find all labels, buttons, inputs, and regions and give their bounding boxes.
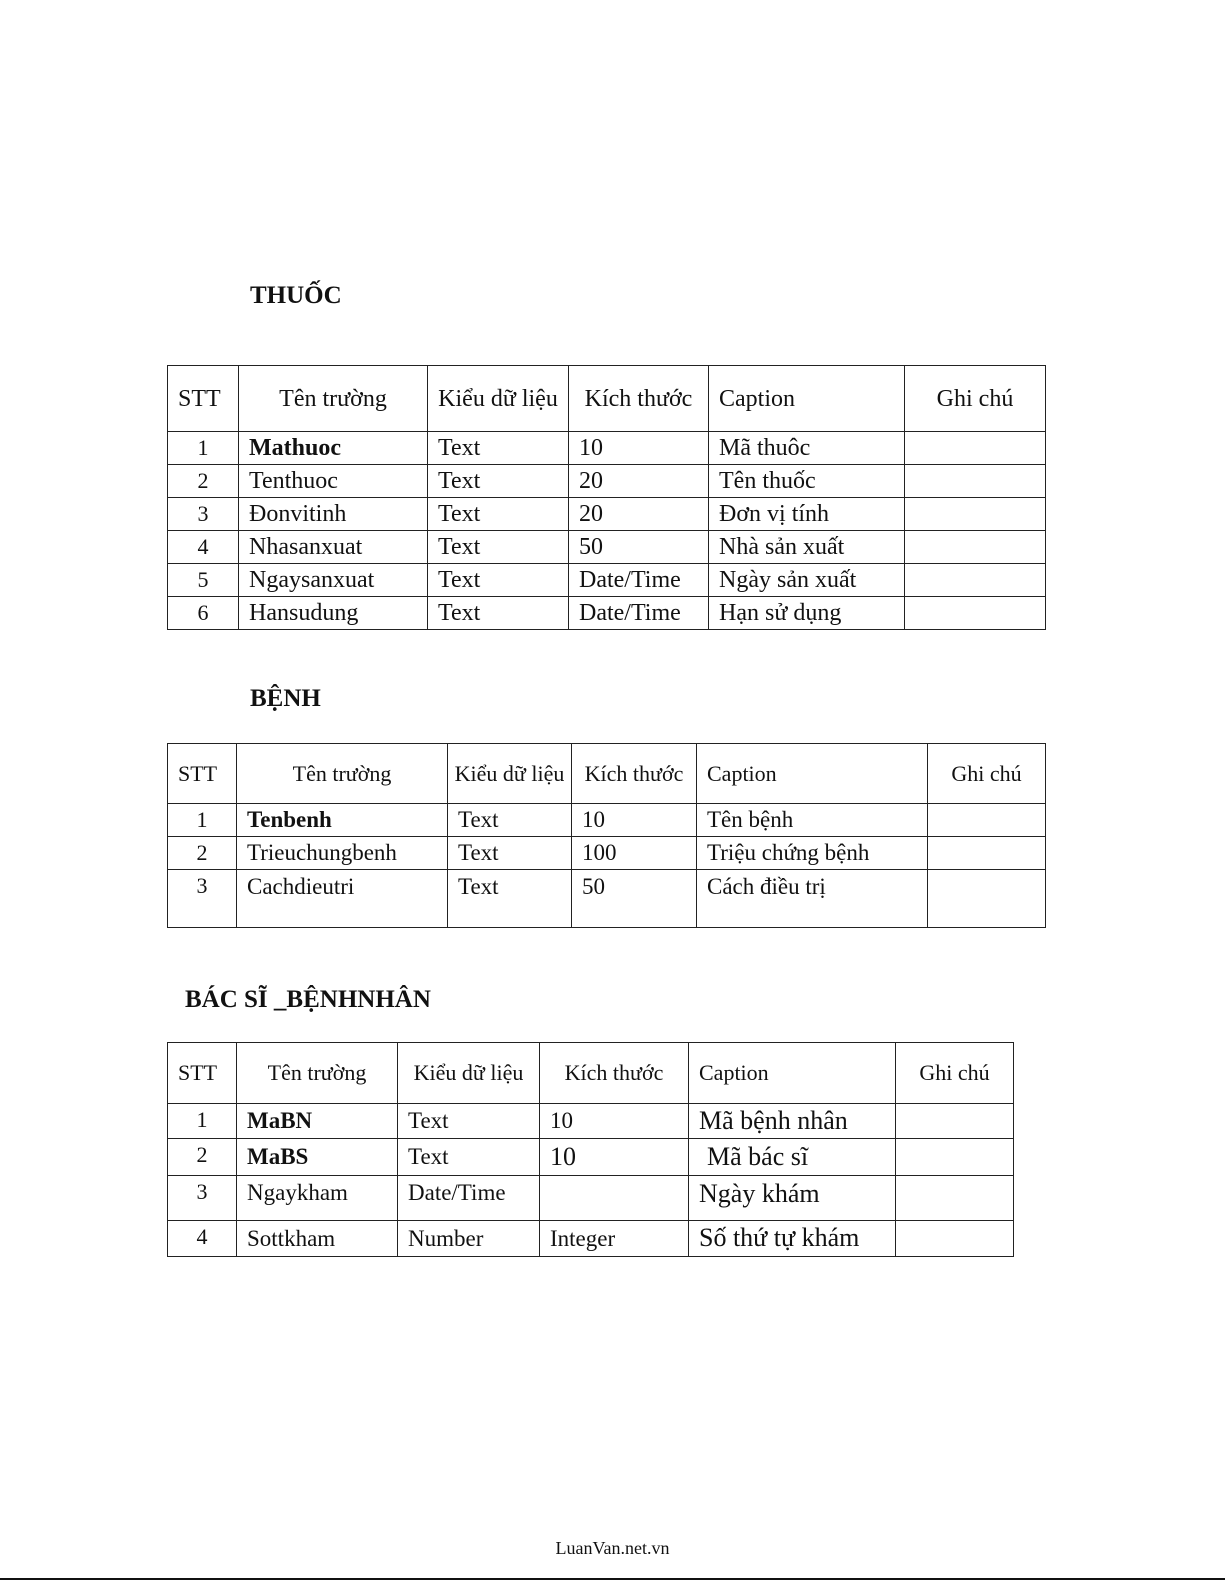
cell-kieu-du-lieu: Text: [428, 432, 569, 465]
table-row: [168, 1176, 1014, 1221]
cell-ten-truong: Tenbenh: [237, 804, 448, 837]
cell-caption: Hạn sử dụng: [709, 597, 905, 630]
table-header-row: [168, 366, 1046, 432]
cell-kich-thuoc: 50: [572, 870, 697, 928]
cell-kich-thuoc: Date/Time: [569, 564, 709, 597]
table-bacsi-benhnhan: [167, 1042, 1014, 1257]
cell-caption: Mã bệnh nhân: [689, 1104, 896, 1139]
cell-ten-truong: Mathuoc: [239, 432, 428, 465]
cell-stt: 6: [168, 597, 239, 630]
cell-caption: Mã thuôc: [709, 432, 905, 465]
cell-ten-truong: Nhasanxuat: [239, 531, 428, 564]
cell-ten-truong: Hansudung: [239, 597, 428, 630]
header-stt: STT: [168, 366, 239, 432]
cell-stt: 3: [168, 1176, 237, 1221]
cell-kich-thuoc: 10: [569, 432, 709, 465]
header-ghi-chu: Ghi chú: [896, 1043, 1014, 1104]
page-bottom-rule: [0, 1578, 1225, 1580]
cell-ten-truong: Ngaykham: [237, 1176, 398, 1221]
header-kieu-du-lieu: Kiểu dữ liệu: [398, 1043, 540, 1104]
header-kich-thuoc: Kích thước: [572, 744, 697, 804]
table-row: [168, 870, 1046, 928]
cell-kieu-du-lieu: Number: [398, 1221, 540, 1257]
cell-kieu-du-lieu: Text: [398, 1104, 540, 1139]
section-title-bacsi-benhnhan: BÁC SĨ _BỆNHNHÂN: [185, 986, 431, 1013]
table-header-row: [168, 744, 1046, 804]
table-row: [168, 465, 1046, 498]
header-caption: Caption: [697, 744, 928, 804]
header-ten-truong: Tên trường: [237, 1043, 398, 1104]
table-row: [168, 1221, 1014, 1257]
cell-ghi-chu: [928, 837, 1046, 870]
table-row: [168, 1104, 1014, 1139]
cell-kieu-du-lieu: Text: [398, 1139, 540, 1176]
cell-ghi-chu: [896, 1176, 1014, 1221]
cell-stt: 2: [168, 465, 239, 498]
cell-stt: 5: [168, 564, 239, 597]
table-thuoc: [167, 365, 1046, 630]
cell-ghi-chu: [905, 498, 1046, 531]
cell-kieu-du-lieu: Text: [428, 564, 569, 597]
cell-kieu-du-lieu: Text: [448, 870, 572, 928]
footer-text: LuanVan.net.vn: [555, 1538, 670, 1558]
cell-ghi-chu: [928, 870, 1046, 928]
cell-caption: Triệu chứng bệnh: [697, 837, 928, 870]
cell-kich-thuoc: 50: [569, 531, 709, 564]
cell-kich-thuoc: 20: [569, 465, 709, 498]
cell-stt: 3: [168, 498, 239, 531]
header-stt: STT: [168, 744, 237, 804]
cell-ghi-chu: [928, 804, 1046, 837]
cell-ten-truong: MaBS: [237, 1139, 398, 1176]
table-row: [168, 498, 1046, 531]
cell-ten-truong: Tenthuoc: [239, 465, 428, 498]
header-ten-truong: Tên trường: [239, 366, 428, 432]
cell-kich-thuoc: Date/Time: [569, 597, 709, 630]
cell-stt: 2: [168, 837, 237, 870]
section-title-thuoc: THUỐC: [250, 282, 342, 309]
cell-ghi-chu: [905, 564, 1046, 597]
cell-caption: Đơn vị tính: [709, 498, 905, 531]
cell-ten-truong: Trieuchungbenh: [237, 837, 448, 870]
cell-ghi-chu: [905, 465, 1046, 498]
cell-ghi-chu: [896, 1139, 1014, 1176]
cell-caption: Ngày khám: [689, 1176, 896, 1221]
cell-kieu-du-lieu: Date/Time: [398, 1176, 540, 1221]
table-row: [168, 564, 1046, 597]
cell-kich-thuoc: 20: [569, 498, 709, 531]
cell-ghi-chu: [896, 1104, 1014, 1139]
cell-ten-truong: Cachdieutri: [237, 870, 448, 928]
header-kieu-du-lieu: Kiểu dữ liệu: [448, 744, 572, 804]
cell-ghi-chu: [905, 432, 1046, 465]
section-title-benh: BỆNH: [250, 685, 321, 712]
cell-ghi-chu: [905, 531, 1046, 564]
cell-kieu-du-lieu: Text: [428, 531, 569, 564]
cell-stt: 4: [168, 1221, 237, 1257]
cell-caption: Cách điều trị: [697, 870, 928, 928]
cell-caption: Ngày sản xuất: [709, 564, 905, 597]
cell-ten-truong: MaBN: [237, 1104, 398, 1139]
cell-kich-thuoc: 10: [540, 1139, 689, 1176]
cell-ghi-chu: [896, 1221, 1014, 1257]
cell-stt: 2: [168, 1139, 237, 1176]
header-kieu-du-lieu: Kiểu dữ liệu: [428, 366, 569, 432]
cell-ten-truong: Sottkham: [237, 1221, 398, 1257]
cell-ten-truong: Ngaysanxuat: [239, 564, 428, 597]
header-ten-truong: Tên trường: [237, 744, 448, 804]
cell-kich-thuoc: [540, 1176, 689, 1221]
cell-stt: 3: [168, 870, 237, 928]
cell-caption: Mã bác sĩ: [689, 1139, 896, 1176]
header-kich-thuoc: Kích thước: [569, 366, 709, 432]
header-caption: Caption: [689, 1043, 896, 1104]
table-row: [168, 432, 1046, 465]
header-kich-thuoc: Kích thước: [540, 1043, 689, 1104]
header-caption: Caption: [709, 366, 905, 432]
cell-caption: Tên thuốc: [709, 465, 905, 498]
table-row: [168, 837, 1046, 870]
cell-stt: 1: [168, 432, 239, 465]
table-benh: [167, 743, 1046, 928]
cell-kieu-du-lieu: Text: [448, 837, 572, 870]
cell-ten-truong: Đonvitinh: [239, 498, 428, 531]
cell-caption: Số thứ tự khám: [689, 1221, 896, 1257]
table-header-row: [168, 1043, 1014, 1104]
cell-kieu-du-lieu: Text: [428, 465, 569, 498]
header-ghi-chu: Ghi chú: [905, 366, 1046, 432]
cell-caption: Tên bệnh: [697, 804, 928, 837]
cell-kich-thuoc: 100: [572, 837, 697, 870]
cell-stt: 1: [168, 804, 237, 837]
cell-kieu-du-lieu: Text: [428, 498, 569, 531]
header-stt: STT: [168, 1043, 237, 1104]
cell-ghi-chu: [905, 597, 1046, 630]
cell-kich-thuoc: 10: [540, 1104, 689, 1139]
cell-caption: Nhà sản xuất: [709, 531, 905, 564]
header-ghi-chu: Ghi chú: [928, 744, 1046, 804]
cell-stt: 4: [168, 531, 239, 564]
table-row: [168, 1139, 1014, 1176]
table-row: [168, 597, 1046, 630]
table-row: [168, 531, 1046, 564]
cell-stt: 1: [168, 1104, 237, 1139]
cell-kieu-du-lieu: Text: [448, 804, 572, 837]
table-row: [168, 804, 1046, 837]
cell-kich-thuoc: 10: [572, 804, 697, 837]
cell-kieu-du-lieu: Text: [428, 597, 569, 630]
cell-kich-thuoc: Integer: [540, 1221, 689, 1257]
